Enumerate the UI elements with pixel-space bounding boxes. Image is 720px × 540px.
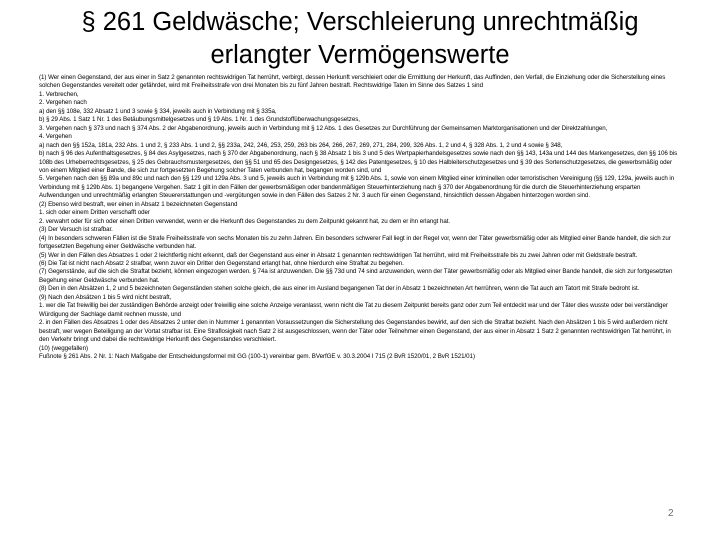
paragraph: 1. Verbrechen,: [39, 90, 79, 98]
footnote: Fußnote § 261 Abs. 2 Nr. 1: Nach Maßgabe der Entscheidungsformel mit GG (100-1) vereinbar gem. BVerfGE v. 30.3.2004 I 715 (2 BvR 1520/01, 2 BvR 1521/01): [39, 352, 475, 360]
slide-title-line-1: § 261 Geldwäsche; Verschleierung unrechtmäßig: [81, 8, 639, 36]
page-number: 2: [668, 508, 674, 519]
paragraph: (9) Nach den Absätzen 1 bis 5 wird nicht bestraft,: [39, 293, 172, 301]
paragraph: b) nach § 96 des Aufenthaltsgesetzes, § 84 des Asylgesetzes, nach § 370 der Abgabenordnung, nach § 38 Absatz 1 bis 3 und 5 des Wertpapierhandelsgesetzes sowie nach den §§ 143, 143a und 144 des Markengesetzes, den §§ 106 bis 108b des Urheberrechtsgesetzes, § 25 des Gebrauchsmustergesetzes, den §§ 51 und 65 des Designgesetzes, § 142 des Patentgesetzes, § 10 des Halbleiterschutzgesetzes und § 39 des Sortenschutzgesetzes, die gewerbsmäßig oder von einem Mitglied einer Bande, die sich zur fortgesetzten Begehung solcher Taten verbunden hat, begangen worden sind, und: [39, 150, 678, 174]
paragraph: (10) (weggefallen): [39, 344, 88, 352]
slide-title-line-2: erlangter Vermögenswerte: [210, 41, 510, 69]
paragraph: (7) Gegenstände, auf die sich die Straftat bezieht, können eingezogen werden. § 74a ist anzuwenden. Die §§ 73d und 74 sind anzuwenden, wenn der Täter gewerbsmäßig oder als Mitglied einer Bande handelt, die sich zur fortgesetzten Begehung einer Geldwäsche verbunden hat.: [39, 268, 673, 284]
paragraph: (5) Wer in den Fällen des Absatzes 1 oder 2 leichtfertig nicht erkennt, daß der Gegenstand aus einer in Absatz 1 genannten rechtswidrigen Tat herrührt, wird mit Freiheitsstrafe bis zu zwei Jahren oder mit Geldstrafe bestraft.: [39, 251, 638, 259]
paragraph: 1. sich oder einem Dritten verschafft oder: [39, 209, 150, 217]
law-text-body: [39, 74, 679, 361]
paragraph: 3. Vergehen nach § 373 und nach § 374 Abs. 2 der Abgabenordnung, jeweils auch in Verbindung mit § 12 Abs. 1 des Gesetzes zur Durchführung der Gemeinsamen Marktorganisationen und der Direktzahlungen,: [39, 124, 608, 132]
paragraph: 2. Vergehen nach: [39, 99, 87, 107]
paragraph: 4. Vergehen: [39, 133, 72, 141]
paragraph: 2. verwahrt oder für sich oder einen Dritten verwendet, wenn er die Herkunft des Gegenstandes zu dem Zeitpunkt gekannt hat, zu dem er ihn erlangt hat.: [39, 217, 451, 225]
paragraph: a) den §§ 108e, 332 Absatz 1 und 3 sowie § 334, jeweils auch in Verbindung mit § 335a,: [39, 107, 277, 115]
slide-title: [40, 6, 680, 72]
paragraph: (1) Wer einen Gegenstand, der aus einer in Satz 2 genannten rechtswidrigen Tat herrührt, verbirgt, dessen Herkunft verschleiert oder die Ermittlung der Herkunft, das Auffinden, den Verfall, die Einziehung oder die Sicherstellung eines solchen Gegenstandes vereitelt oder gefährdet, wird mit Freiheitsstrafe von drei Monaten bis zu fünf Jahren bestraft. Rechtswidrige Taten im Sinne des Satzes 1 sind: [39, 74, 666, 90]
paragraph: (3) Der Versuch ist strafbar.: [39, 226, 113, 234]
paragraph: 5. Vergehen nach den §§ 89a und 89c und nach den §§ 129 und 129a Abs. 3 und 5, jeweils auch in Verbindung mit § 129b Abs. 1, sowie von einem Mitglied einer kriminellen oder terroristischen Vereinigung (§§ 129, 129a, jeweils auch in Verbindung mit § 129b Abs. 1) begangene Vergehen. Satz 1 gilt in den Fällen der gewerbsmäßigen oder bandenmäßigen Steuerhinterziehung nach § 370 der Abgabenordnung für die durch die Steuerhinterziehung ersparten Aufwendungen und unrechtmäßig erlangten Steuererstattungen und -vergütungen sowie in den Fällen des Satzes 2 Nr. 3 auch für einen Gegenstand, hinsichtlich dessen Abgaben hinterzogen worden sind.: [39, 175, 675, 200]
paragraph: (8) Den in den Absätzen 1, 2 und 5 bezeichneten Gegenständen stehen solche gleich, die aus einer im Ausland begangenen Tat der in Absatz 1 bezeichneten Art herrühren, wenn die Tat auch am Tatort mit Strafe bedroht ist.: [39, 285, 640, 293]
paragraph: 2. in den Fällen des Absatzes 1 oder des Absatzes 2 unter den in Nummer 1 genannten Voraussetzungen die Sicherstellung des Gegenstandes bewirkt, auf den sich die Straftat bezieht. Nach den Absätzen 1 bis 5 wird außerdem nicht bestraft, wer wegen Beteiligung an der Vortat strafbar ist. Eine Straflosigkeit nach Satz 2 ist ausgeschlossen, wenn der Täter oder Teilnehmer einen Gegenstand, der aus einer in Absatz 1 Satz 2 genannten rechtswidrigen Tat herrührt, in den Verkehr bringt und dabei die rechtswidrige Herkunft des Gegenstandes verschleiert.: [39, 319, 671, 344]
paragraph: (4) In besonders schweren Fällen ist die Strafe Freiheitsstrafe von sechs Monaten bis zu zehn Jahren. Ein besonders schwerer Fall liegt in der Regel vor, wenn der Täter gewerbsmäßig oder als Mitglied einer Bande handelt, die sich zur fortgesetzten Begehung einer Geldwäsche verbunden hat.: [39, 234, 671, 251]
paragraph: 1. wer die Tat freiwillig bei der zuständigen Behörde anzeigt oder freiwillig eine solche Anzeige veranlasst, wenn nicht die Tat zu diesem Zeitpunkt bereits ganz oder zum Teil entdeckt war und der Täter dies wusste oder bei verständiger Würdigung der Sachlage damit rechnen musste, und: [39, 302, 668, 318]
paragraph: (6) Die Tat ist nicht nach Absatz 2 strafbar, wenn zuvor ein Dritter den Gegenstand erlangt hat, ohne hierdurch eine Straftat zu begehen.: [39, 259, 404, 267]
paragraph: a) nach den §§ 152a, 181a, 232 Abs. 1 und 2, § 233 Abs. 1 und 2, §§ 233a, 242, 246, 253, 259, 263 bis 264, 266, 267, 269, 271, 284, 299, 326 Abs. 1, 2 und 4, § 328 Abs. 1, 2 und 4 sowie § 348,: [39, 141, 563, 149]
paragraph: (2) Ebenso wird bestraft, wer einen in Absatz 1 bezeichneten Gegenstand: [39, 200, 238, 208]
paragraph: b) § 29 Abs. 1 Satz 1 Nr. 1 des Betäubungsmittelgesetzes und § 19 Abs. 1 Nr. 1 des Grundstoffüberwachungsgesetzes,: [39, 116, 360, 124]
